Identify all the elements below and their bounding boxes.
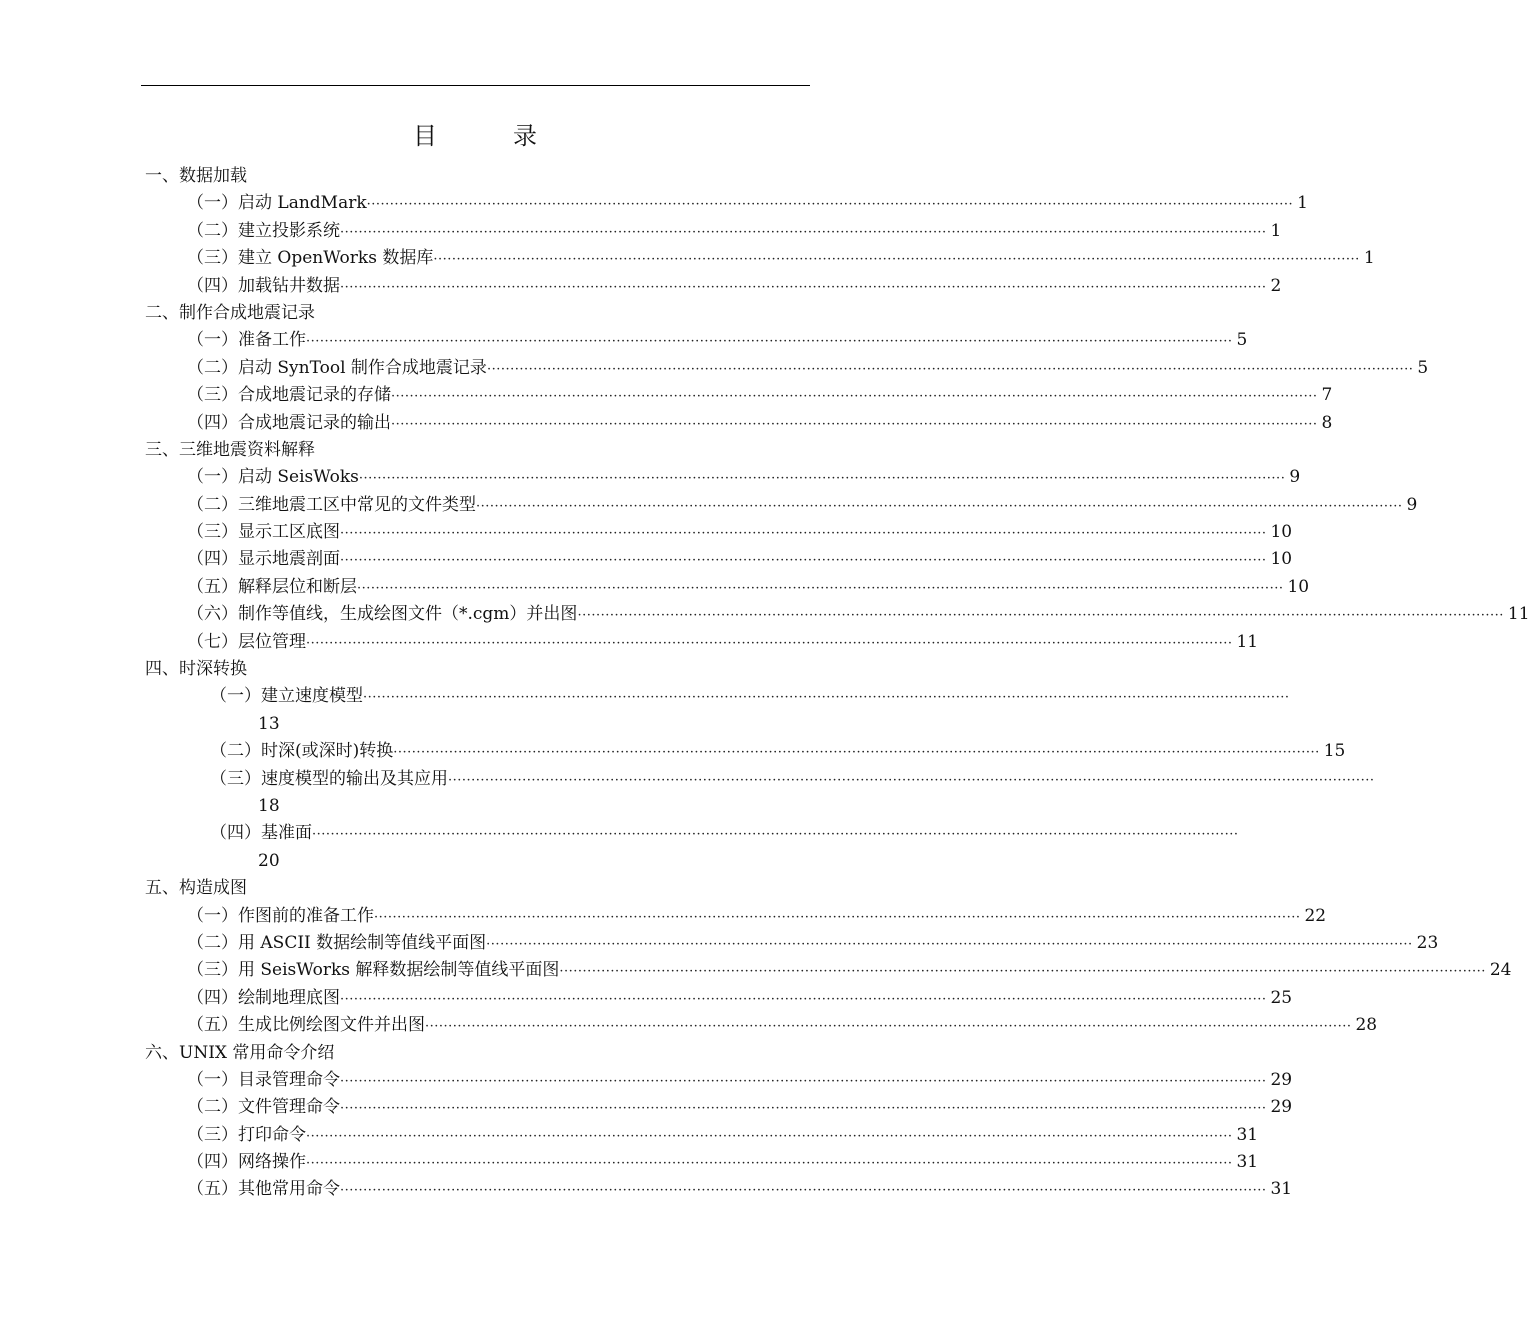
toc-entry[interactable] [0, 766, 1375, 793]
toc-entry-label: （七）层位管理 [187, 631, 306, 652]
toc-entry[interactable] [0, 327, 1248, 354]
toc-entry-label: （四）合成地震记录的输出 [187, 412, 391, 433]
toc-entry-label: （四）基准面 [210, 823, 312, 844]
toc-entry-label: （三）打印命令 [187, 1124, 306, 1145]
toc-entry-page: 5 [1417, 357, 1429, 378]
toc-entry-page: 8 [1321, 412, 1333, 433]
toc-entry-page: 20 [258, 850, 280, 871]
toc-entry-page: 5 [1236, 330, 1248, 351]
toc-entry[interactable] [0, 492, 1418, 519]
toc-entry[interactable] [0, 519, 1293, 546]
dot-leader: ········································································································································································································ [340, 1183, 1267, 1199]
dot-leader: ········································································································································································································ [366, 197, 1294, 213]
toc-entry-page: 2 [1270, 275, 1282, 296]
toc-entry-label: （六）制作等值线，生成绘图文件（*.cgm）并出图 [187, 604, 578, 625]
dot-leader: ········································································································································································································ [391, 389, 1318, 405]
toc-entry-page: 9 [1289, 467, 1301, 488]
toc-entry[interactable] [0, 1094, 1293, 1121]
toc-entry-page: 25 [1270, 987, 1293, 1008]
toc-entry-page: 9 [1406, 494, 1418, 515]
toc-entry-label: （二）时深(或深时)转换 [210, 741, 394, 762]
toc-entry[interactable] [0, 683, 1290, 710]
dot-leader: ········································································································································································································ [577, 608, 1504, 624]
toc-entry[interactable] [0, 738, 1346, 765]
toc-entry-label: （一）建立速度模型 [210, 686, 363, 707]
dot-leader: ········································································································································································································ [391, 416, 1318, 432]
toc-entry-page: 23 [1416, 932, 1439, 953]
toc-entry-page: 10 [1270, 549, 1293, 570]
toc-entry[interactable] [0, 273, 1282, 300]
dot-leader: ········································································································································································································ [358, 471, 1286, 487]
toc-entry[interactable] [0, 464, 1301, 491]
toc-section-heading[interactable]: 六、UNIX 常用命令介绍 [145, 1042, 335, 1063]
toc-entry-page: 13 [258, 713, 280, 734]
toc-entry[interactable] [0, 1176, 1293, 1203]
dot-leader: ········································································································································································································ [425, 1019, 1352, 1035]
toc-entry-label: （一）作图前的准备工作 [187, 905, 374, 926]
toc-entry-label: （三）建立 OpenWorks 数据库 [187, 248, 434, 269]
toc-section-heading[interactable]: 二、制作合成地震记录 [145, 302, 315, 323]
toc-entry-page: 22 [1304, 905, 1327, 926]
toc-entry[interactable] [0, 190, 1308, 217]
toc-entry[interactable] [0, 1122, 1259, 1149]
toc-entry-page: 29 [1270, 1097, 1293, 1118]
dot-leader: ········································································································································································································ [340, 526, 1267, 542]
toc-entry-label: （一）目录管理命令 [187, 1069, 340, 1090]
toc-entry-label: （三）合成地震记录的存储 [187, 385, 391, 406]
dot-leader: ········································································································································································································ [363, 690, 1290, 706]
toc-entry-page: 15 [1323, 741, 1346, 762]
toc-entry-label: （三）用 SeisWorks 解释数据绘制等值线平面图 [187, 960, 560, 981]
toc-entry[interactable] [0, 546, 1293, 573]
toc-entry[interactable] [0, 245, 1375, 272]
dot-leader: ········································································································································································································ [559, 964, 1486, 980]
toc-entry-label: （三）显示工区底图 [187, 522, 340, 543]
toc-entry-page: 18 [258, 795, 280, 816]
toc-entry-label: （二）文件管理命令 [187, 1097, 340, 1118]
dot-leader: ········································································································································································································ [306, 1156, 1233, 1172]
toc-entry-label: （一）启动 LandMark [187, 193, 367, 214]
dot-leader: ········································································································································································································ [340, 279, 1267, 295]
toc-entry[interactable] [0, 574, 1310, 601]
dot-leader: ········································································································································································································ [306, 334, 1233, 350]
toc-entry-label: （四）绘制地理底图 [187, 987, 340, 1008]
page-title: 目 录 [413, 122, 563, 150]
toc-entry-label: （二）三维地震工区中常见的文件类型 [187, 494, 476, 515]
toc-entry-label: （一）准备工作 [187, 330, 306, 351]
toc-entry[interactable] [0, 382, 1333, 409]
toc-entry-label: （一）启动 SeisWoks [187, 467, 359, 488]
dot-leader: ········································································································································································································ [340, 1101, 1267, 1117]
toc-section-heading[interactable]: 三、三维地震资料解释 [145, 439, 315, 460]
dot-leader: ········································································································································································································ [340, 224, 1267, 240]
dot-leader: ········································································································································································································ [374, 909, 1301, 925]
toc-entry-page: 1 [1297, 193, 1308, 214]
toc-entry[interactable] [0, 1067, 1293, 1094]
dot-leader: ········································································································································································································ [340, 553, 1267, 569]
table-of-contents [0, 163, 1530, 1204]
dot-leader: ········································································································································································································ [433, 252, 1360, 268]
dot-leader: ········································································································································································································ [448, 772, 1375, 788]
toc-entry-page: 31 [1236, 1152, 1259, 1173]
dot-leader: ········································································································································································································ [306, 635, 1233, 651]
dot-leader: ········································································································································································································ [393, 745, 1320, 761]
dot-leader: ········································································································································································································ [486, 936, 1413, 952]
header-rule [141, 85, 810, 86]
toc-entry-page: 11 [1507, 604, 1530, 625]
toc-entry-label: （二）用 ASCII 数据绘制等值线平面图 [187, 932, 487, 953]
toc-entry-page: 7 [1321, 385, 1333, 406]
toc-entry-label: （五）生成比例绘图文件并出图 [187, 1015, 425, 1036]
toc-section-heading[interactable]: 一、数据加载 [145, 166, 247, 186]
toc-entry[interactable] [0, 629, 1259, 656]
toc-entry[interactable] [0, 218, 1282, 245]
dot-leader: ········································································································································································································ [476, 498, 1403, 514]
toc-entry[interactable] [0, 985, 1293, 1012]
toc-entry[interactable] [0, 1012, 1378, 1039]
toc-entry[interactable] [0, 355, 1429, 382]
toc-entry-label: （四）显示地震剖面 [187, 549, 340, 570]
toc-entry-page: 29 [1270, 1069, 1293, 1090]
toc-entry-page: 1 [1270, 220, 1282, 241]
toc-section-heading[interactable]: 五、构造成图 [145, 878, 247, 899]
toc-entry-label: （四）加载钻井数据 [187, 275, 340, 296]
toc-entry[interactable] [0, 601, 1530, 628]
toc-entry-label: （三）速度模型的输出及其应用 [210, 768, 448, 789]
toc-entry-page: 31 [1236, 1124, 1259, 1145]
toc-entry-label: （四）网络操作 [187, 1152, 306, 1173]
toc-entry[interactable] [0, 410, 1333, 437]
toc-entry-label: （五）解释层位和断层 [187, 576, 357, 597]
dot-leader: ········································································································································································································ [340, 1073, 1267, 1089]
dot-leader: ········································································································································································································ [486, 361, 1414, 377]
dot-leader: ········································································································································································································ [340, 991, 1267, 1007]
dot-leader: ········································································································································································································ [357, 580, 1284, 596]
toc-section-heading[interactable]: 四、时深转换 [145, 659, 247, 680]
toc-entry-label: （五）其他常用命令 [187, 1179, 340, 1200]
toc-entry-page: 24 [1489, 960, 1512, 981]
toc-entry[interactable] [0, 820, 1239, 847]
toc-entry-page: 31 [1270, 1179, 1293, 1200]
dot-leader: ········································································································································································································ [312, 827, 1239, 843]
toc-entry[interactable] [0, 930, 1439, 957]
toc-entry[interactable] [0, 957, 1512, 984]
toc-entry-page: 10 [1287, 576, 1310, 597]
toc-entry-page: 28 [1355, 1015, 1378, 1036]
toc-entry[interactable] [0, 1149, 1259, 1176]
toc-entry-page: 11 [1236, 631, 1259, 652]
toc-entry-label: （二）建立投影系统 [187, 220, 340, 241]
dot-leader: ········································································································································································································ [306, 1128, 1233, 1144]
toc-entry-page: 10 [1270, 522, 1293, 543]
toc-entry-label: （二）启动 SynTool 制作合成地震记录 [187, 357, 487, 378]
toc-entry[interactable] [0, 903, 1327, 930]
toc-entry-page: 1 [1363, 248, 1375, 269]
